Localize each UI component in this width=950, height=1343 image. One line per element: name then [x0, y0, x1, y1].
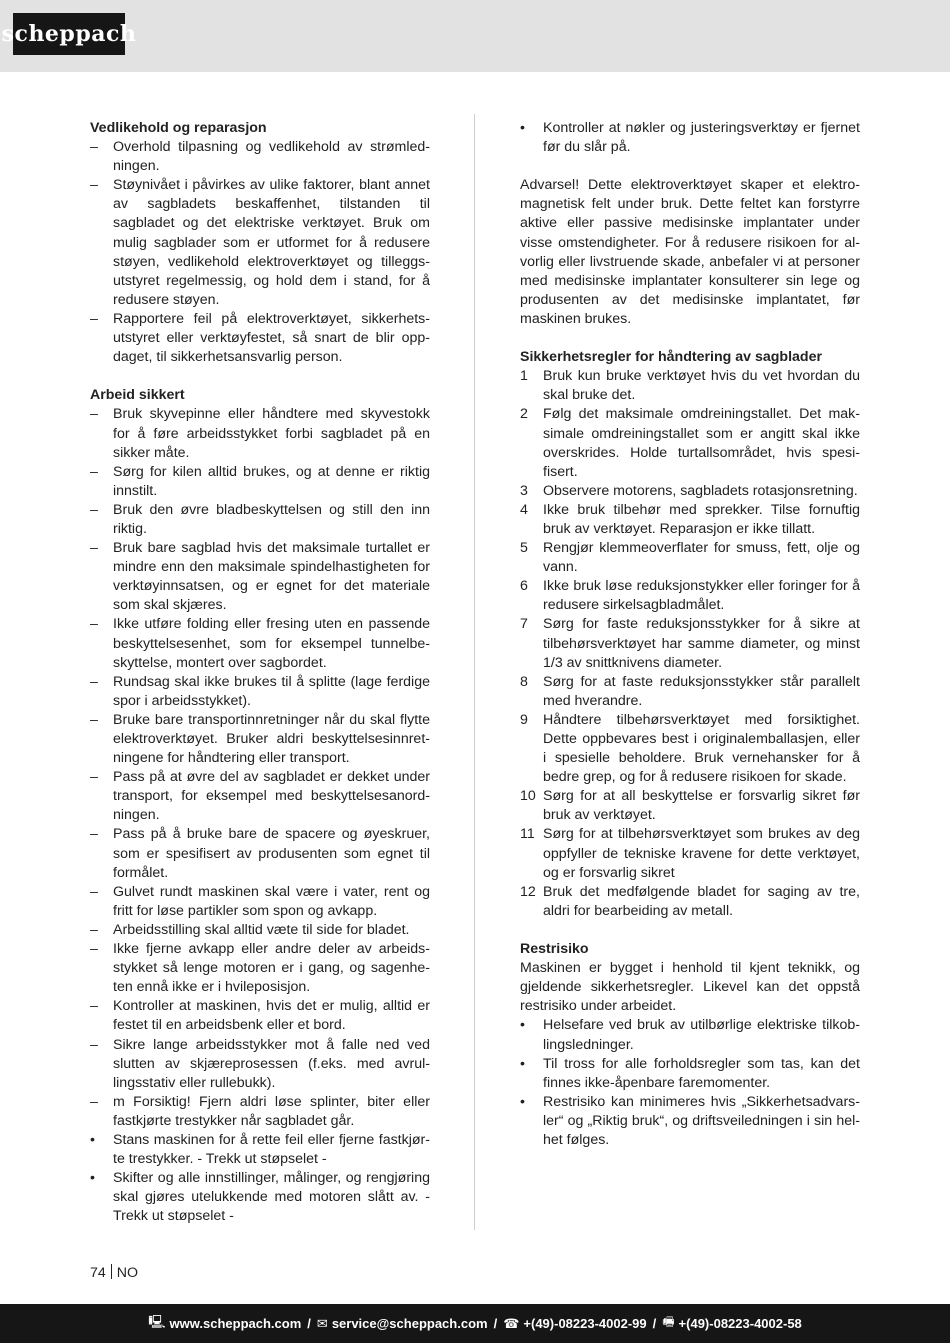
footer-website-link[interactable]: www.scheppach.com [169, 1316, 302, 1331]
list-item [90, 1093, 430, 1131]
list-item-marker: • [90, 1170, 95, 1187]
list-item [520, 711, 860, 787]
list-item-text: Pass på at øvre del av sagbladet er dekket under transport, for eksempel med beskyttelsesanordningen. [113, 769, 430, 824]
list-item-text: Restrisiko kan minimeres hvis „Sikkerhetsadvarsler“ og „Riktig bruk“, og driftsveiledningen i sin helhet følges. [543, 1093, 860, 1148]
list-item [520, 615, 860, 672]
list-item-text: Støynivået i påvirkes av ulike faktorer, blant annet av sagbladets beskaffenhet, tilstanden til sagbladet og det elektriske verktøyet. Bruk om mulig sagblader som er utformet for å redusere støyen, vedlikehold elektroverktøyet og tilleggsutstyret regelmessig, og hold dem i stand, for å redusere støyen. [113, 177, 430, 308]
logo-text: scheppach [1, 21, 137, 47]
page-language: NO [116, 1265, 139, 1281]
residual-risk-paragraph: Maskinen er bygget i henhold til kjent teknikk, og gjeldende sikkerhetsregler. Likevel kan det oppstå restrisiko under arbeidet. [520, 960, 860, 1015]
list-item [90, 138, 430, 176]
list-item [520, 119, 860, 157]
footer-separator: / [493, 1316, 498, 1331]
list-item [520, 825, 860, 882]
list-item-marker: – [90, 1036, 98, 1053]
list-item-marker: 1 [520, 368, 528, 385]
list-item [90, 883, 430, 921]
list-item-marker: 3 [520, 482, 528, 499]
list-item-text: Helsefare ved bruk av utilbørlige elektriske tilkoblingsledninger. [543, 1017, 860, 1053]
list-item-text: Bruk kun bruke verktøyet hvis du vet hvordan du skal bruke det. [543, 368, 860, 404]
list-item [90, 463, 430, 501]
list-item-marker: – [90, 501, 98, 518]
list-item-marker: 5 [520, 540, 528, 557]
list-item-text: Rengjør klemmeoverflater for smuss, fett, olje og vann. [543, 540, 860, 576]
list-item-marker: – [90, 921, 98, 938]
list-item-marker: – [90, 711, 98, 728]
list-item-text: Ikke fjerne avkapp eller andre deler av arbeidsstykket så lenge motoren er i gang, og sagenheten ennå ikke er i hvileposisjon. [113, 941, 430, 996]
list-item-text: Sørg for faste reduksjonsstykker for å sikre at tilbehørsverktøyet har samme diameter, og minst 1/3 av snittknivens diameter. [543, 616, 860, 671]
keys-check-section [520, 119, 860, 157]
list-item [90, 711, 430, 768]
scheppach-logo [1, 13, 137, 55]
right-column [520, 119, 860, 1150]
list-item-text: Bruk den øvre bladbeskyttelsen og still den inn riktig. [113, 501, 430, 537]
maintenance-section [90, 119, 430, 367]
list-item [90, 1169, 430, 1226]
list-item-marker: – [90, 540, 98, 557]
list-item-marker: – [90, 139, 98, 156]
list-item-marker: – [90, 941, 98, 958]
list-item-marker: 6 [520, 578, 528, 595]
list-item-marker: 8 [520, 673, 528, 690]
maintenance-heading: Vedlikehold og reparasjon [90, 120, 267, 136]
list-item-marker: – [90, 883, 98, 900]
list-item [520, 673, 860, 711]
list-item-text: Ikke utføre folding eller fresing uten en passende beskyttelsesenhet, som for eksempel tunnelbeskyttelse, montert over sagbordet. [113, 616, 430, 671]
footer-phone: +(49)-08223-4002-99 [523, 1316, 647, 1331]
list-item [90, 539, 430, 615]
list-item [90, 1131, 430, 1169]
list-item [90, 310, 430, 367]
list-item [90, 997, 430, 1035]
left-column [90, 119, 430, 1226]
list-item-marker: 10 [520, 788, 536, 805]
residual-risk-section [520, 940, 860, 1150]
residual-risk-heading: Restrisiko [520, 941, 589, 958]
phone-icon: ☎ [503, 1315, 520, 1331]
list-item [520, 405, 860, 481]
column-divider [474, 114, 475, 1230]
list-item [90, 921, 430, 940]
list-item [520, 501, 860, 539]
list-item [90, 176, 430, 310]
list-item [90, 615, 430, 672]
list-item-marker: – [90, 826, 98, 843]
list-item [520, 539, 860, 577]
list-item [90, 673, 430, 711]
page-number-value: 74 [90, 1265, 106, 1281]
list-item-marker: 7 [520, 616, 528, 633]
mail-icon: ✉ [316, 1315, 328, 1331]
list-item-text: Til tross for alle forholdsregler som tas, kan det finnes ikke-åpenbare faremomenter. [543, 1055, 860, 1091]
safe-work-list [90, 405, 430, 1226]
list-item-text: Bruke bare transportinnretninger når du skal flytte elektroverktøyet. Bruker aldri beskyttelsesinnretningene for håndtering eller transport. [113, 711, 430, 767]
list-item-text: Kontroller at nøkler og justeringsverktøy er fjernet før du slår på. [543, 120, 860, 156]
list-item-marker: • [520, 120, 525, 136]
footer-separator: / [652, 1316, 657, 1331]
footer-email-link[interactable]: service@scheppach.com [331, 1316, 488, 1331]
list-item-text: Bruk det medfølgende bladet for saging av tre, aldri for bearbeiding av metall. [543, 883, 860, 919]
list-item-text: Rapportere feil på elektroverktøyet, sikkerhetsutstyret eller verktøyfestet, så snart de blir oppdaget, til sikkerhetsansvarlig person. [113, 310, 430, 366]
list-item-text: Stans maskinen for å rette feil eller fjerne fastkjørte trestykker. - Trekk ut støpselet - [113, 1131, 430, 1168]
maintenance-list [90, 138, 430, 367]
list-item-text: Følg det maksimale omdreiningstallet. Det maksimale omdreiningstallet som er angitt skal ikke overskrides. Holde turtallsområdet, hvis spesifisert. [543, 406, 860, 480]
safe-work-heading: Arbeid sikkert [90, 387, 185, 404]
list-item [520, 482, 860, 501]
list-item-marker: – [90, 769, 98, 786]
list-item-text: Sørg for at faste reduksjonsstykker står parallelt med hverandre. [543, 673, 860, 709]
list-item [520, 787, 860, 825]
list-item-text: Skifter og alle innstillinger, målinger, og rengjøring skal gjøres utelukkende med motoren slått av. - Trekk ut støpselet - [113, 1170, 430, 1225]
emf-warning-section [520, 176, 860, 329]
list-item-marker: 12 [520, 883, 536, 900]
list-item [90, 825, 430, 882]
footer-contact-bar [0, 1304, 950, 1343]
list-item-text: Ikke bruk tilbehør med sprekker. Tilse fornuftig bruk av verktøyet. Reparasjon er ikke tillatt. [543, 501, 860, 537]
list-item-text: Gulvet rundt maskinen skal være i vater, rent og fritt for løse partikler som spon og avkapp. [113, 883, 430, 919]
safe-work-section [90, 386, 430, 1226]
list-item-marker: • [520, 1093, 525, 1110]
sawblade-rules-section [520, 348, 860, 921]
list-item-marker: – [90, 406, 98, 423]
list-item-marker: • [520, 1017, 525, 1034]
list-item-marker: – [90, 998, 98, 1015]
sawblade-rules-list [520, 367, 860, 921]
list-item-text: Håndtere tilbehørsverktøyet med forsiktighet. Dette oppbevares best i originalemballasjen, eller i spesielle beholdere. Bruk vernehansker for å bedre grep, og for å redusere risikoen for skade. [543, 711, 860, 786]
list-item-text: Pass på å bruke bare de spacere og øyeskruer, som er spesifisert av produsenten som egnet til formålet. [113, 826, 430, 881]
list-item-text: Bruk skyvepinne eller håndtere med skyvestokk for å føre arbeidsstykket forbi sagbladet på en sikker måte. [113, 406, 430, 461]
list-item-text: Arbeidsstilling skal alltid væte til side for bladet. [113, 921, 410, 938]
list-item [520, 883, 860, 921]
list-item [90, 940, 430, 997]
list-item-marker: – [90, 1093, 98, 1110]
footer-separator: / [307, 1316, 311, 1331]
list-item-text: Sørg for kilen alltid brukes, og at denne er riktig innstilt. [113, 463, 430, 499]
list-item-marker: • [90, 1131, 95, 1148]
list-item-text: Sørg for at tilbehørsverktøyet som brukes av deg oppfyller de tekniske kravene for dette verktøyet, og er forsvarlig sikret [543, 826, 860, 881]
list-item-text: m Forsiktig! Fjern aldri løse splinter, biter eller fastkjørte trestykker når sagbladet går. [113, 1093, 430, 1129]
list-item [520, 1016, 860, 1054]
list-item-text: Kontroller at maskinen, hvis det er mulig, alltid er festet til en arbeidsbenk eller et bord. [113, 998, 430, 1034]
list-item-marker: – [90, 310, 98, 327]
header-band [0, 0, 950, 72]
list-item [520, 367, 860, 405]
list-item-text: Bruk bare sagblad hvis det maksimale turtallet er mindre enn den maksimale spindelhastigheten for verktøyinnsatsen, og er egnet for det materiale som skal skjæres. [113, 540, 430, 614]
sawblade-rules-heading: Sikkerhetsregler for håndtering av sagblader [520, 349, 822, 366]
list-item [520, 1055, 860, 1093]
footer-fax: +(49)-08223-4002-58 [678, 1316, 802, 1331]
list-item-marker: – [90, 616, 98, 633]
list-item-marker: 4 [520, 501, 528, 518]
computer-icon: 🖳 [148, 1313, 166, 1329]
list-item [90, 768, 430, 825]
list-item-marker: 2 [520, 406, 528, 423]
list-item-marker: – [90, 463, 98, 480]
fax-icon: 🖷 [662, 1313, 675, 1329]
list-item-marker: – [90, 673, 98, 690]
residual-risk-list [520, 1016, 860, 1150]
list-item-text: Overhold tilpasning og vedlikehold av strømledningen. [113, 139, 430, 175]
list-item-marker: 9 [520, 711, 528, 728]
list-item-text: Observere motorens, sagbladets rotasjonsretning. [543, 482, 858, 499]
page-number [90, 1264, 138, 1283]
list-item-text: Rundsag skal ikke brukes til å splitte (lage ferdige spor i arbeidsstykket). [113, 673, 430, 709]
list-item [90, 1036, 430, 1093]
keys-check-list [520, 119, 860, 157]
list-item [90, 501, 430, 539]
list-item [90, 405, 430, 462]
list-item-marker: • [520, 1055, 525, 1072]
list-item-text: Sørg for at all beskyttelse er forsvarlig sikret før bruk av verktøyet. [543, 788, 860, 824]
emf-warning-paragraph: Advarsel! Dette elektroverktøyet skaper et elektromagnetisk felt under bruk. Dette feltet kan forstyrre aktive eller passive medisinske implantater under visse omstendigheter. For å redusere risikoen for alvorlig eller livstruende skade, anbefaler vi at personer med medisinske implantater konsulterer sin lege og produsenten av det medisinske implantatet, før maskinen brukes. [520, 177, 860, 327]
list-item-marker: 11 [520, 826, 535, 843]
list-item-marker: – [90, 177, 98, 194]
list-item-text: Ikke bruk løse reduksjonstykker eller foringer for å redusere sirkelsagbladmålet. [543, 578, 860, 614]
list-item-text: Sikre lange arbeidsstykker mot å falle ned ved slutten av skjæreprosessen (f.eks. med avrullingsstativ eller rullebukk). [113, 1036, 430, 1091]
page-number-divider [111, 1264, 112, 1279]
list-item [520, 1093, 860, 1150]
list-item [520, 577, 860, 615]
